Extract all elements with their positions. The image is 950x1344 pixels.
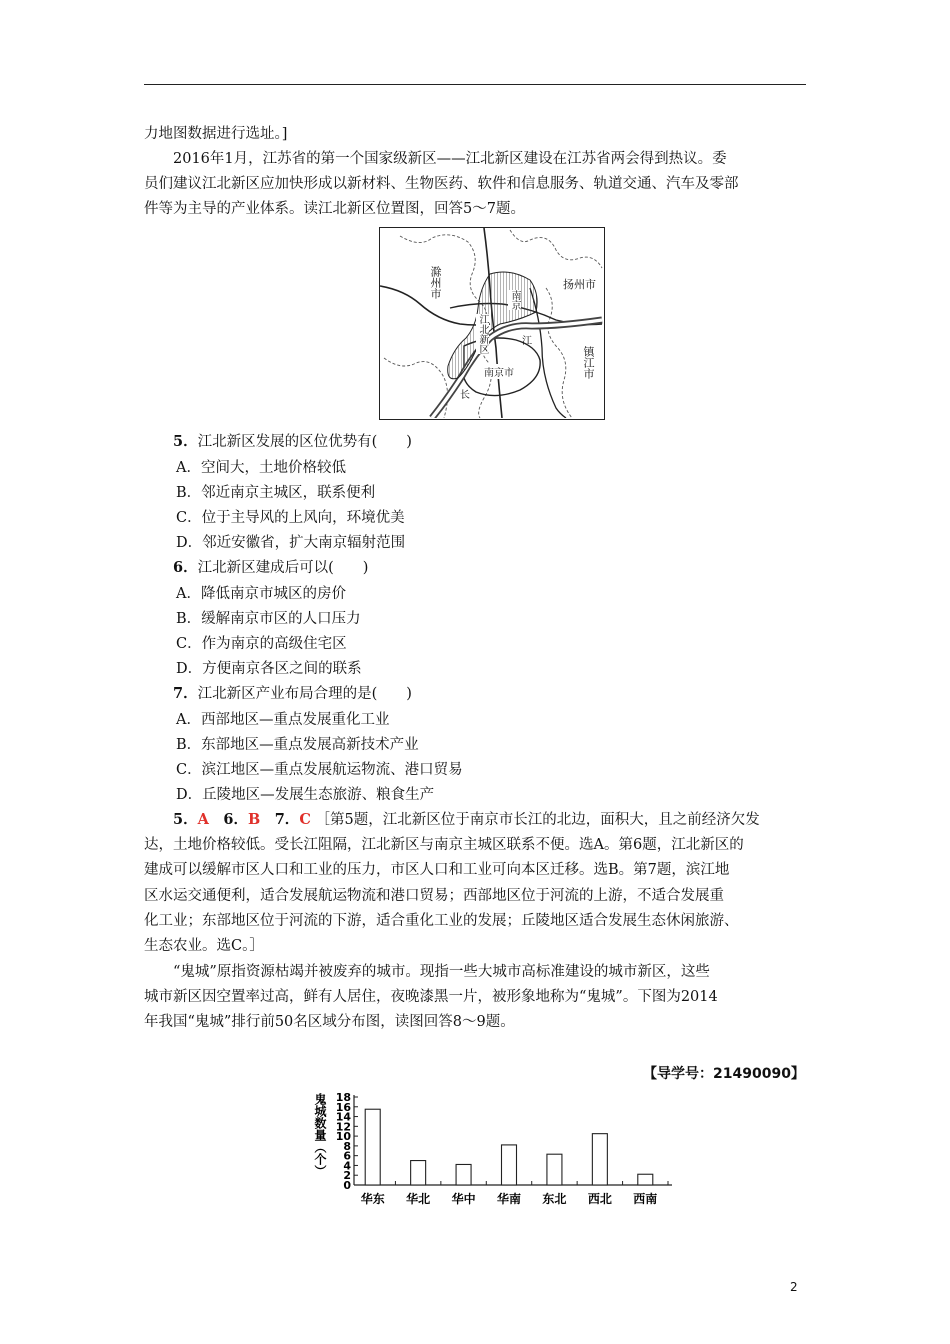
- answer-line-3: 建成可以缓解市区人口和工业的压力，市区人口和工业可向本区迁移。选B。第7题，滨江地: [144, 862, 730, 878]
- intro2-line-2: 城市新区因空置率过高，鲜有人居住，夜晚漆黑一片，被形象地称为“鬼城”。下图为2014: [144, 989, 718, 1005]
- q6-option-b: B．缓解南京市区的人口压力: [176, 611, 361, 627]
- continuation-text: 力地图数据进行选址。]: [144, 126, 288, 142]
- label-river-chang: 长: [460, 390, 470, 401]
- intro1-line-3: 件等为主导的产业体系。读江北新区位置图，回答5～7题。: [144, 201, 525, 217]
- bar-华南: [502, 1145, 517, 1185]
- q7-option-c: C．滨江地区—重点发展航运物流、港口贸易: [176, 762, 463, 778]
- bar-华东: [365, 1109, 380, 1185]
- bar-西南: [638, 1174, 653, 1185]
- answer-line-1: 5．A 6．B 7．C ［第5题，江北新区位于南京市长江的北边，面积大，且之前经济欠发: [173, 811, 760, 828]
- y-tick-label: 8: [343, 1139, 351, 1153]
- answer-line-5: 化工业；东部地区位于河流的下游，适合重化工业的发展；丘陵地区适合发展生态休闲旅游、: [144, 913, 739, 929]
- y-tick-label: 6: [343, 1149, 351, 1163]
- jiangbei-location-map: [379, 227, 605, 420]
- y-axis-label: 鬼城数量（个）: [313, 1093, 327, 1177]
- bar-西北: [592, 1134, 607, 1185]
- intro1-line-2: 员们建议江北新区应加快形成以新材料、生物医药、软件和信息服务、轨道交通、汽车及零部: [144, 176, 739, 192]
- answer-line-6: 生态农业。选C。］: [144, 938, 264, 954]
- answer-line-2: 达，土地价格较低。受长江阻隔，江北新区与南京主城区联系不便。选A。第6题，江北新区的: [144, 837, 744, 853]
- q5-option-d: D．邻近安徽省，扩大南京辐射范围: [176, 535, 406, 551]
- page-number: 2: [790, 1280, 798, 1294]
- x-tick-label: 华东: [360, 1192, 385, 1206]
- chart-svg: [306, 1087, 686, 1217]
- q7-option-d: D．丘陵地区—发展生态旅游、粮食生产: [176, 787, 435, 803]
- intro1-line-1: 2016年1月，江苏省的第一个国家级新区——江北新区建设在江苏省两会得到热议。委: [173, 151, 727, 167]
- x-tick-label: 东北: [542, 1192, 567, 1206]
- q5-option-a: A．空间大，土地价格较低: [176, 460, 346, 476]
- guide-number: 【导学号：21490090】: [643, 1066, 805, 1082]
- bar-华北: [411, 1161, 426, 1185]
- x-tick-label: 华中: [451, 1192, 476, 1206]
- y-tick-label: 14: [335, 1110, 351, 1124]
- label-chuzhou: 滁州市: [429, 266, 442, 299]
- question-5: 5．江北新区发展的区位优势有( ): [173, 433, 412, 450]
- q7-option-b: B．东部地区—重点发展高新技术产业: [176, 737, 419, 753]
- q5-option-b: B．邻近南京主城区，联系便利: [176, 485, 376, 501]
- label-river-jiang: 江: [522, 336, 532, 347]
- q7-option-a: A．西部地区—重点发展重化工业: [176, 712, 390, 728]
- y-tick-label: 4: [343, 1159, 351, 1173]
- label-zhenjiang: 镇江市: [582, 346, 595, 379]
- y-tick-label: 10: [335, 1130, 351, 1144]
- answer-line-4: 区水运交通便利，适合发展航运物流和港口贸易；西部地区位于河流的上游，不适合发展重: [144, 888, 724, 904]
- label-jiangbei: 江北新区: [477, 314, 488, 354]
- map-drawing: [380, 228, 603, 418]
- y-tick-label: 12: [335, 1120, 351, 1134]
- header-rule: [144, 84, 806, 85]
- bar-东北: [547, 1154, 562, 1185]
- intro2-line-3: 年我国“鬼城”排行前50名区域分布图，读图回答8～9题。: [144, 1014, 515, 1030]
- x-tick-label: 华北: [406, 1192, 431, 1206]
- boundary-dashed-east: [546, 288, 572, 418]
- y-tick-label: 18: [335, 1091, 351, 1104]
- boundary-dashed-north: [510, 230, 602, 268]
- bar-华中: [456, 1164, 471, 1185]
- intro2-line-1: “鬼城”原指资源枯竭并被废弃的城市。现指一些大城市高标准建设的城市新区，这些: [173, 964, 710, 980]
- q6-option-a: A．降低南京市城区的房价: [176, 586, 346, 602]
- question-7: 7．江北新区产业布局合理的是( ): [173, 685, 412, 702]
- q6-option-d: D．方便南京各区之间的联系: [176, 661, 362, 677]
- x-tick-label: 西南: [633, 1192, 658, 1206]
- y-tick-label: 2: [343, 1169, 351, 1183]
- ghost-city-chart: [306, 1087, 686, 1221]
- y-tick-label: 0: [343, 1179, 351, 1192]
- label-yangzhou: 扬州市: [563, 278, 596, 291]
- x-tick-label: 西北: [587, 1192, 612, 1206]
- label-nanjing-top: 南京: [509, 290, 520, 310]
- q6-option-c: C．作为南京的高级住宅区: [176, 636, 347, 652]
- question-6: 6．江北新区建成后可以( ): [173, 559, 369, 576]
- x-tick-label: 华南: [496, 1192, 522, 1206]
- label-nanjing-city: 南京市: [484, 364, 514, 379]
- y-tick-label: 16: [335, 1100, 351, 1114]
- q5-option-c: C．位于主导风的上风向，环境优美: [176, 510, 405, 526]
